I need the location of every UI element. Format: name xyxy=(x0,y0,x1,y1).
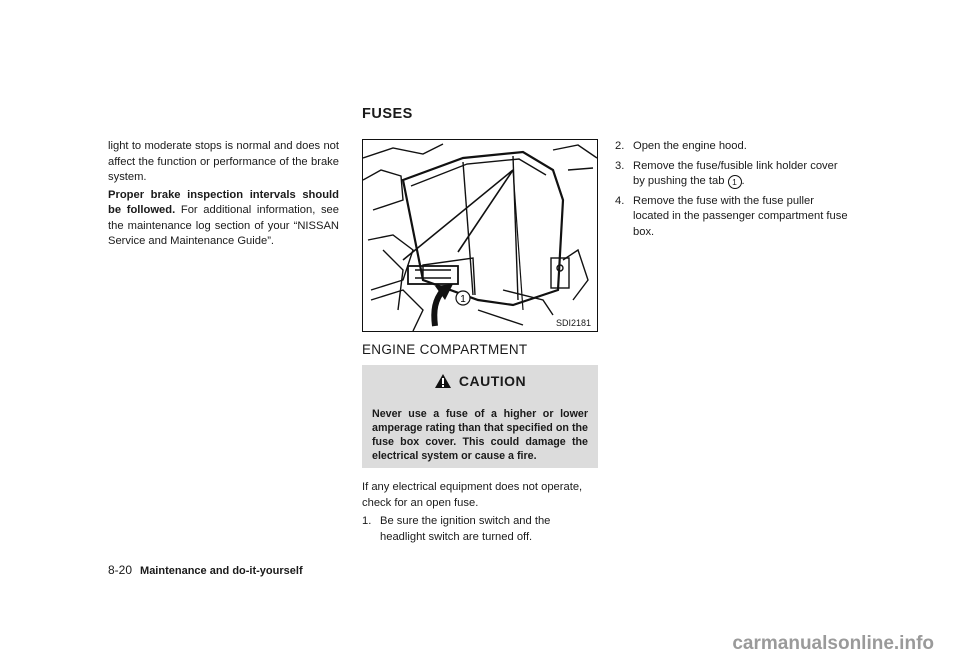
watermark: carmanualsonline.info xyxy=(732,633,934,654)
step-text: Remove the fuse with the fuse puller located in the passenger compartment fuse box. xyxy=(633,194,848,238)
caution-box xyxy=(362,365,598,468)
inspection-paragraph xyxy=(108,188,339,250)
engine-fuse-figure xyxy=(362,139,598,332)
figure-callout-1: 1 xyxy=(460,294,466,305)
engine-compartment-illustration xyxy=(363,140,597,331)
middle-column-text xyxy=(362,480,598,549)
caution-text: Never use a fuse of a higher or lower amperage rating than that specified on the fuse box cover. This could damage the electrical system or cause a fire. xyxy=(372,408,588,462)
step-number: 3. xyxy=(615,159,625,172)
list-item xyxy=(615,139,850,155)
list-item xyxy=(615,159,850,190)
step-text-end: . xyxy=(741,175,745,187)
engine-compartment-heading: ENGINE COMPARTMENT xyxy=(362,342,528,357)
caution-title: CAUTION xyxy=(458,373,527,389)
footer-section-title: Maintenance and do-it-yourself xyxy=(140,565,303,577)
tab-callout-1: 1 xyxy=(728,175,742,189)
step-list-right xyxy=(615,139,850,240)
caution-header xyxy=(372,365,588,397)
brake-paragraph: light to moderate stops is normal and does not affect the function or performance of the brake system. xyxy=(108,140,339,183)
step-number: 4. xyxy=(615,194,625,207)
section-title: FUSES xyxy=(362,106,413,122)
right-column xyxy=(615,139,850,244)
step-text: Open the engine hood. xyxy=(633,140,747,152)
left-column xyxy=(108,139,339,252)
page-footer xyxy=(108,563,303,577)
step-text: Remove the fuse/fusible link holder cover by pushing the tab xyxy=(633,159,838,187)
step-list-middle xyxy=(362,514,598,545)
figure-label: SDI2181 xyxy=(555,318,591,328)
inspection-text: For additional information, see the maintenance log section of your “NISSAN Service and Maintenance Guide”. xyxy=(108,204,340,247)
step-number: 1. xyxy=(362,515,372,527)
list-item xyxy=(362,514,598,545)
inspection-bold-text: Proper brake inspection intervals should be followed. xyxy=(108,188,339,216)
list-item xyxy=(615,194,850,241)
page-number: 8-20 xyxy=(108,563,133,577)
open-fuse-paragraph: If any electrical equipment does not operate, check for an open fuse. xyxy=(362,481,583,509)
warning-icon xyxy=(434,373,452,389)
step-number: 2. xyxy=(615,140,625,152)
step-text: Be sure the ignition switch and the headlight switch are turned off. xyxy=(380,515,551,543)
